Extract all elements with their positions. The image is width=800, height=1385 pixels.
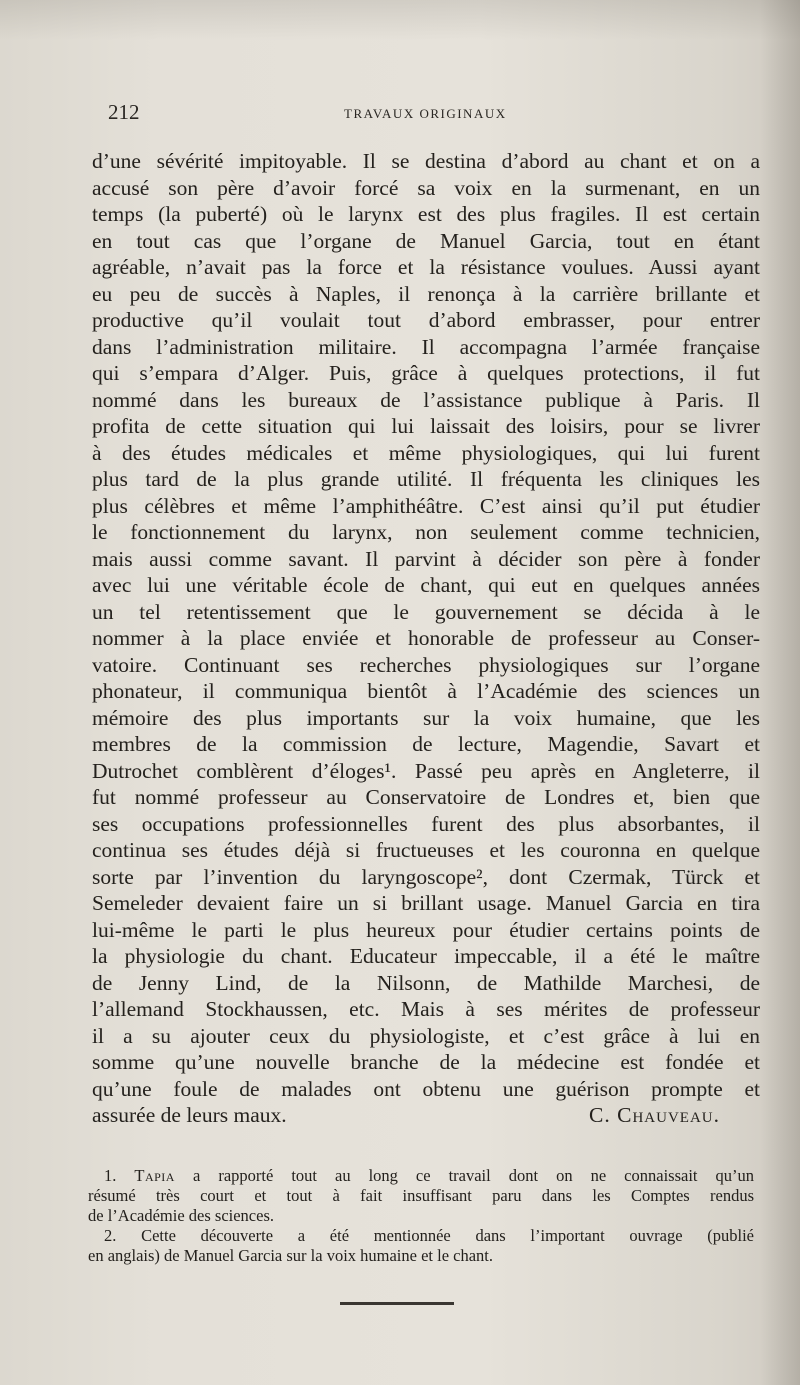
- body-line: avec lui une véritable école de chant, qui eut en quelques années: [92, 573, 760, 597]
- body-line: phonateur, il communiqua bientôt à l’Académie des sciences un: [92, 679, 760, 703]
- page-right-shadow: [760, 0, 800, 1385]
- page-top-shadow: [0, 0, 800, 40]
- body-line: lui-même le parti le plus heureux pour étudier certains points de: [92, 917, 760, 942]
- body-line: Dutrochet comblèrent d’éloges¹. Passé peu après en Angleterre, il: [92, 758, 760, 783]
- body-line: mais aussi comme savant. Il parvint à décider son père à fonder: [92, 546, 760, 571]
- end-rule: [340, 1302, 454, 1305]
- body-line: nommé dans les bureaux de l’assistance publique à Paris. Il: [92, 387, 760, 412]
- footnote-1-line-1: [88, 1166, 754, 1186]
- body-line: Semeleder devaient faire un si brillant usage. Manuel Garcia en tira: [92, 891, 760, 915]
- body-line: fut nommé professeur au Conservatoire de Londres et, bien que: [92, 785, 760, 809]
- closing-line: [92, 1102, 760, 1129]
- body-line: productive qu’il voulait tout d’abord embrasser, pour entrer: [92, 308, 760, 332]
- body-line: il a su ajouter ceux du physiologiste, et c’est grâce à lui en: [92, 1023, 760, 1048]
- footnote-1-name: Tapia: [134, 1166, 175, 1185]
- body-line: le fonctionnement du larynx, non seulement comme technicien,: [92, 520, 760, 544]
- body-line: profita de cette situation qui lui laissait des loisirs, pour se livrer: [92, 414, 760, 438]
- body-line: vatoire. Continuant ses recherches physiologiques sur l’organe: [92, 652, 760, 677]
- body-line: membres de la commission de lecture, Magendie, Savart et: [92, 732, 760, 756]
- footnote-2-line-2: en anglais) de Manuel Garcia sur la voix humaine et le chant.: [88, 1246, 494, 1265]
- footnote-1-line-3: de l’Académie des sciences.: [88, 1206, 274, 1225]
- body-line: plus célèbres et même l’amphithéâtre. C’est ainsi qu’il put étudier: [92, 493, 760, 518]
- closing-text: assurée de leurs maux.: [92, 1103, 287, 1127]
- body-line: nommer à la place enviée et honorable de professeur au Conser-: [92, 626, 760, 650]
- footnote-1-number: 1.: [104, 1166, 117, 1185]
- body-line: un tel retentissement que le gouvernement se décida à le: [92, 599, 760, 624]
- author-signature: C. Chauveau.: [589, 1103, 720, 1127]
- footnote-2-line-1: 2. Cette découverte a été mentionnée dans l’important ouvrage (publié: [104, 1226, 754, 1245]
- body-line: d’une sévérité impitoyable. Il se destina d’abord au chant et on a: [92, 149, 760, 173]
- body-line: à des études médicales et même physiologiques, qui lui furent: [92, 440, 760, 465]
- footnote-1-text: a rapporté tout au long ce travail dont on ne connaissait qu’un: [193, 1166, 754, 1185]
- body-line: en tout cas que l’organe de Manuel Garcia, tout en étant: [92, 228, 760, 253]
- body-line: plus tard de la plus grande utilité. Il fréquenta les cliniques les: [92, 467, 760, 491]
- body-line: agréable, n’avait pas la force et la résistance voulues. Aussi ayant: [92, 255, 760, 279]
- body-line: eu peu de succès à Naples, il renonça à la carrière brillante et: [92, 281, 760, 306]
- body-line: dans l’administration militaire. Il accompagna l’armée française: [92, 334, 760, 359]
- body-line: continua ses études déjà si fructueuses et les couronna en quelque: [92, 838, 760, 862]
- body-line: la physiologie du chant. Educateur impeccable, il a été le maître: [92, 944, 760, 968]
- body-line: accusé son père d’avoir forcé sa voix en la surmenant, en un: [92, 175, 760, 200]
- body-line: qu’une foule de malades ont obtenu une guérison prompte et: [92, 1076, 760, 1101]
- body-line: temps (la puberté) où le larynx est des plus fragiles. Il est certain: [92, 202, 760, 226]
- running-head: TRAVAUX ORIGINAUX: [344, 106, 507, 121]
- page-header: [108, 100, 758, 130]
- footnotes: [88, 1166, 754, 1266]
- body-line: qui s’empara d’Alger. Puis, grâce à quelques protections, il fut: [92, 361, 760, 385]
- footnote-1-line-2: résumé très court et tout à fait insuffisant paru dans les Comptes rendus: [88, 1186, 754, 1205]
- body-line: sorte par l’invention du laryngoscope², dont Czermak, Türck et: [92, 864, 760, 889]
- body-line: de Jenny Lind, de la Nilsonn, de Mathilde Marchesi, de: [92, 970, 760, 995]
- body-line: mémoire des plus importants sur la voix humaine, que les: [92, 705, 760, 730]
- body-line: somme qu’une nouvelle branche de la médecine est fondée et: [92, 1050, 760, 1074]
- body-line: l’allemand Stockhaussen, etc. Mais à ses mérites de professeur: [92, 997, 760, 1021]
- body-text: [92, 148, 760, 1129]
- page-number: 212: [108, 100, 140, 124]
- body-line: ses occupations professionnelles furent des plus absorbantes, il: [92, 811, 760, 836]
